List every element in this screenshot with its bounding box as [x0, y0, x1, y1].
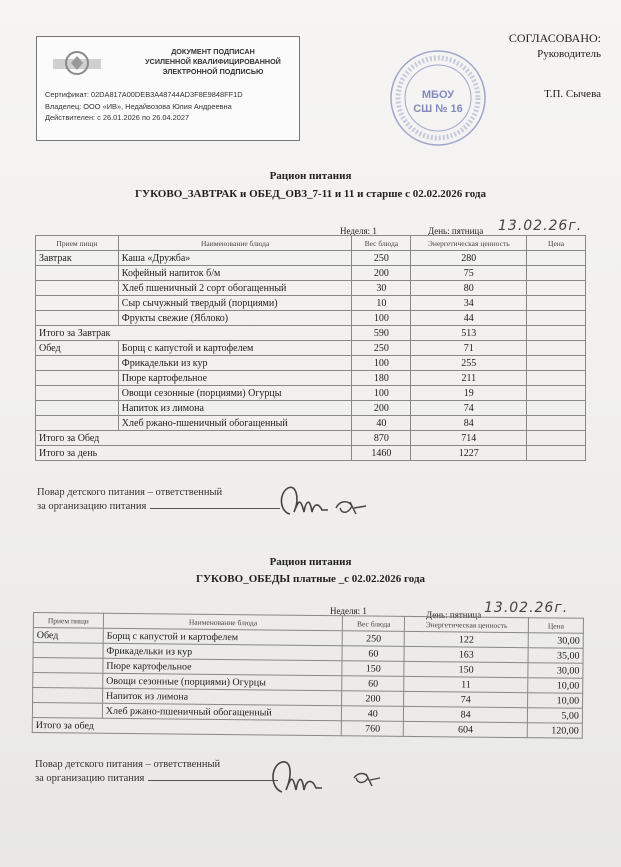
cell-energy: 604 [404, 721, 528, 737]
cell-meal [33, 688, 103, 704]
cell-dish: Хлеб ржано-пшеничный обогащенный [118, 416, 352, 431]
cell-price: 30,00 [528, 633, 583, 649]
cell-meal [36, 401, 119, 416]
doc1-header-row [36, 236, 586, 251]
table-row [36, 311, 586, 326]
cell-price [527, 416, 586, 431]
cell-weight: 150 [342, 661, 404, 677]
cell-price [527, 356, 586, 371]
signature-line [150, 508, 280, 509]
sig-certificate: Сертификат: 02DA817A00DEB3A48744AD3F8E9848FF1D [45, 90, 243, 99]
cell-dish: Фрукты свежие (Яблоко) [118, 311, 352, 326]
cell-weight: 10 [352, 296, 411, 311]
cell-weight: 60 [342, 676, 404, 692]
cell-weight: 200 [352, 401, 411, 416]
cell-price: 35,00 [528, 648, 583, 664]
cell-weight: 250 [343, 631, 405, 647]
doc1-subtitle: ГУКОВО_ЗАВТРАК и ОБЕД_ОВЗ_7-11 и 11 и старше с 02.02.2026 года [135, 188, 486, 200]
doc1-handwritten-signature-icon [270, 478, 390, 526]
cell-weight: 40 [342, 706, 404, 722]
cell-meal: Обед [36, 341, 119, 356]
cell-price [527, 281, 586, 296]
cell-energy: 211 [411, 371, 527, 386]
cell-dish: Овощи сезонные (порциями) Огурцы [103, 673, 343, 691]
svg-text:СШ № 16: СШ № 16 [413, 103, 463, 115]
cell-weight: 100 [352, 356, 411, 371]
table-row [36, 296, 586, 311]
cell-dish: Пюре картофельное [103, 658, 343, 676]
cell-dish: Хлеб пшеничный 2 сорт обогащенный [118, 281, 352, 296]
signature-line [148, 780, 278, 781]
cell-energy: 714 [411, 431, 527, 446]
cell-price [527, 386, 586, 401]
cell-price [527, 371, 586, 386]
cell-meal: Обед [33, 628, 103, 644]
cell-dish: Напиток из лимона [102, 688, 342, 706]
col-header: Цена [527, 236, 586, 251]
doc1-title: Рацион питания [269, 170, 352, 182]
cell-dish: Овощи сезонные (порциями) Огурцы [118, 386, 352, 401]
cell-meal [33, 658, 103, 674]
cell-dish: Фрикадельки из кур [103, 643, 343, 661]
cell-energy: 80 [411, 281, 527, 296]
col-header: Энергетическая ценность [405, 616, 529, 632]
table-row [36, 401, 586, 416]
col-header: Прием пищи [33, 613, 103, 629]
doc2-date-handwritten: 13.02.26г. [484, 600, 569, 616]
total-row [36, 446, 586, 461]
col-header: Цена [528, 618, 583, 634]
cook-line2: за организацию питания [37, 501, 147, 512]
cell-weight: 200 [352, 266, 411, 281]
col-header: Вес блюда [343, 616, 405, 632]
cell-price [527, 251, 586, 266]
cell-price: 10,00 [528, 678, 583, 694]
cell-meal [36, 296, 119, 311]
cell-price: 120,00 [527, 723, 582, 739]
cell-total: Итого за Обед [36, 431, 352, 446]
cell-dish: Каша «Дружба» [118, 251, 352, 266]
cell-dish: Пюре картофельное [118, 371, 352, 386]
table-row [36, 251, 586, 266]
cell-price [527, 431, 586, 446]
cell-weight: 30 [352, 281, 411, 296]
doc2-table [32, 612, 584, 739]
doc2-subtitle: ГУКОВО_ОБЕДЫ платные _с 02.02.2026 года [195, 573, 426, 585]
sig-valid: Действителен: с 26.01.2026 по 26.04.2027 [45, 113, 190, 122]
cell-weight: 250 [352, 251, 411, 266]
e-signature-box [36, 36, 300, 141]
table-row [36, 416, 586, 431]
col-header: Прием пищи [36, 236, 119, 251]
cell-weight: 760 [342, 721, 404, 737]
cell-weight: 100 [352, 386, 411, 401]
table-row [36, 386, 586, 401]
cell-dish: Кофейный напиток б/м [118, 266, 352, 281]
cell-price [527, 266, 586, 281]
col-header: Наименование блюда [103, 613, 343, 631]
cell-meal: Завтрак [36, 251, 119, 266]
table-row [36, 371, 586, 386]
table-row [36, 341, 586, 356]
col-header: Наименование блюда [118, 236, 352, 251]
total-row [36, 326, 586, 341]
cell-weight: 40 [352, 416, 411, 431]
cell-energy: 150 [404, 661, 528, 677]
approval-title: СОГЛАСОВАНО: [508, 31, 601, 45]
cell-dish: Борщ с капустой и картофелем [103, 628, 343, 646]
table-row [36, 266, 586, 281]
cell-meal [33, 643, 103, 659]
cell-weight: 100 [352, 311, 411, 326]
doc1-date-handwritten: 13.02.26г. [498, 218, 583, 234]
doc1-week: Неделя: 1 [340, 226, 377, 236]
cell-weight: 1460 [352, 446, 411, 461]
cell-total: Итого за обед [32, 717, 342, 735]
doc2-day: День: пятница [426, 610, 482, 620]
table-row [36, 356, 586, 371]
doc2-handwritten-signature-icon [260, 752, 390, 802]
cell-energy: 163 [404, 646, 528, 662]
cell-price [527, 296, 586, 311]
cell-meal [36, 371, 119, 386]
cell-price [527, 311, 586, 326]
cell-price: 10,00 [528, 693, 583, 709]
cell-weight: 250 [352, 341, 411, 356]
cell-meal [32, 703, 102, 719]
doc2-week: Неделя: 1 [330, 606, 367, 616]
cell-price [527, 401, 586, 416]
approval-block [508, 30, 601, 100]
doc2-cook-block [35, 758, 278, 786]
cell-energy: 75 [411, 266, 527, 281]
cook-line1: Повар детского питания – ответственный [37, 487, 223, 498]
cell-energy: 74 [411, 401, 527, 416]
cell-weight: 180 [352, 371, 411, 386]
cell-meal [36, 311, 119, 326]
approval-role: Руководитель [537, 48, 601, 60]
cell-energy: 19 [411, 386, 527, 401]
cell-energy: 34 [411, 296, 527, 311]
cell-weight: 870 [352, 431, 411, 446]
approval-name: Т.П. Сычева [544, 88, 601, 100]
cell-meal [36, 266, 119, 281]
cell-weight: 590 [352, 326, 411, 341]
cell-energy: 11 [404, 676, 528, 692]
cell-meal [36, 356, 119, 371]
cell-energy: 71 [411, 341, 527, 356]
certificate-logo-icon [51, 47, 103, 79]
cell-total: Итого за Завтрак [36, 326, 352, 341]
cell-weight: 60 [342, 646, 404, 662]
school-stamp-icon [388, 48, 488, 148]
cook-line2: за организацию питания [35, 773, 145, 784]
cell-energy: 84 [404, 706, 528, 722]
cell-meal [36, 416, 119, 431]
cell-energy: 74 [404, 691, 528, 707]
cell-energy: 255 [411, 356, 527, 371]
cell-price: 30,00 [528, 663, 583, 679]
cell-energy: 84 [411, 416, 527, 431]
doc1-cook-block [37, 486, 280, 514]
cell-energy: 44 [411, 311, 527, 326]
svg-text:МБОУ: МБОУ [421, 89, 455, 101]
sig-title-line: УСИЛЕННОЙ КВАЛИФИЦИРОВАННОЙ [145, 57, 281, 66]
cell-weight: 200 [342, 691, 404, 707]
cell-price [527, 446, 586, 461]
cell-total: Итого за день [36, 446, 352, 461]
cell-dish: Борщ с капустой и картофелем [118, 341, 352, 356]
doc2-title: Рацион питания [269, 556, 352, 568]
cell-dish: Хлеб ржано-пшеничный обогащенный [102, 703, 342, 721]
sig-title-line: ЭЛЕКТРОННОЙ ПОДПИСЬЮ [162, 67, 264, 76]
col-header: Вес блюда [352, 236, 411, 251]
cell-dish: Фрикадельки из кур [118, 356, 352, 371]
cell-energy: 513 [411, 326, 527, 341]
cell-energy: 122 [404, 631, 528, 647]
doc1-table [35, 235, 586, 461]
cell-meal [36, 281, 119, 296]
cell-meal [33, 673, 103, 689]
total-row [36, 431, 586, 446]
cell-meal [36, 386, 119, 401]
cell-price [527, 341, 586, 356]
col-header: Энергетическая ценность [411, 236, 527, 251]
cell-price: 5,00 [527, 708, 582, 724]
cell-energy: 1227 [411, 446, 527, 461]
doc1-day: День: пятница [428, 226, 484, 236]
sig-title-line: ДОКУМЕНТ ПОДПИСАН [171, 47, 255, 56]
cell-dish: Сыр сычужный твердый (порциями) [118, 296, 352, 311]
cell-energy: 280 [411, 251, 527, 266]
cell-dish: Напиток из лимона [118, 401, 352, 416]
sig-owner: Владелец: ООО «ИВ», Недайвозова Юлия Андреевна [45, 101, 232, 111]
cook-line1: Повар детского питания – ответственный [35, 759, 221, 770]
cell-price [527, 326, 586, 341]
table-row [36, 281, 586, 296]
